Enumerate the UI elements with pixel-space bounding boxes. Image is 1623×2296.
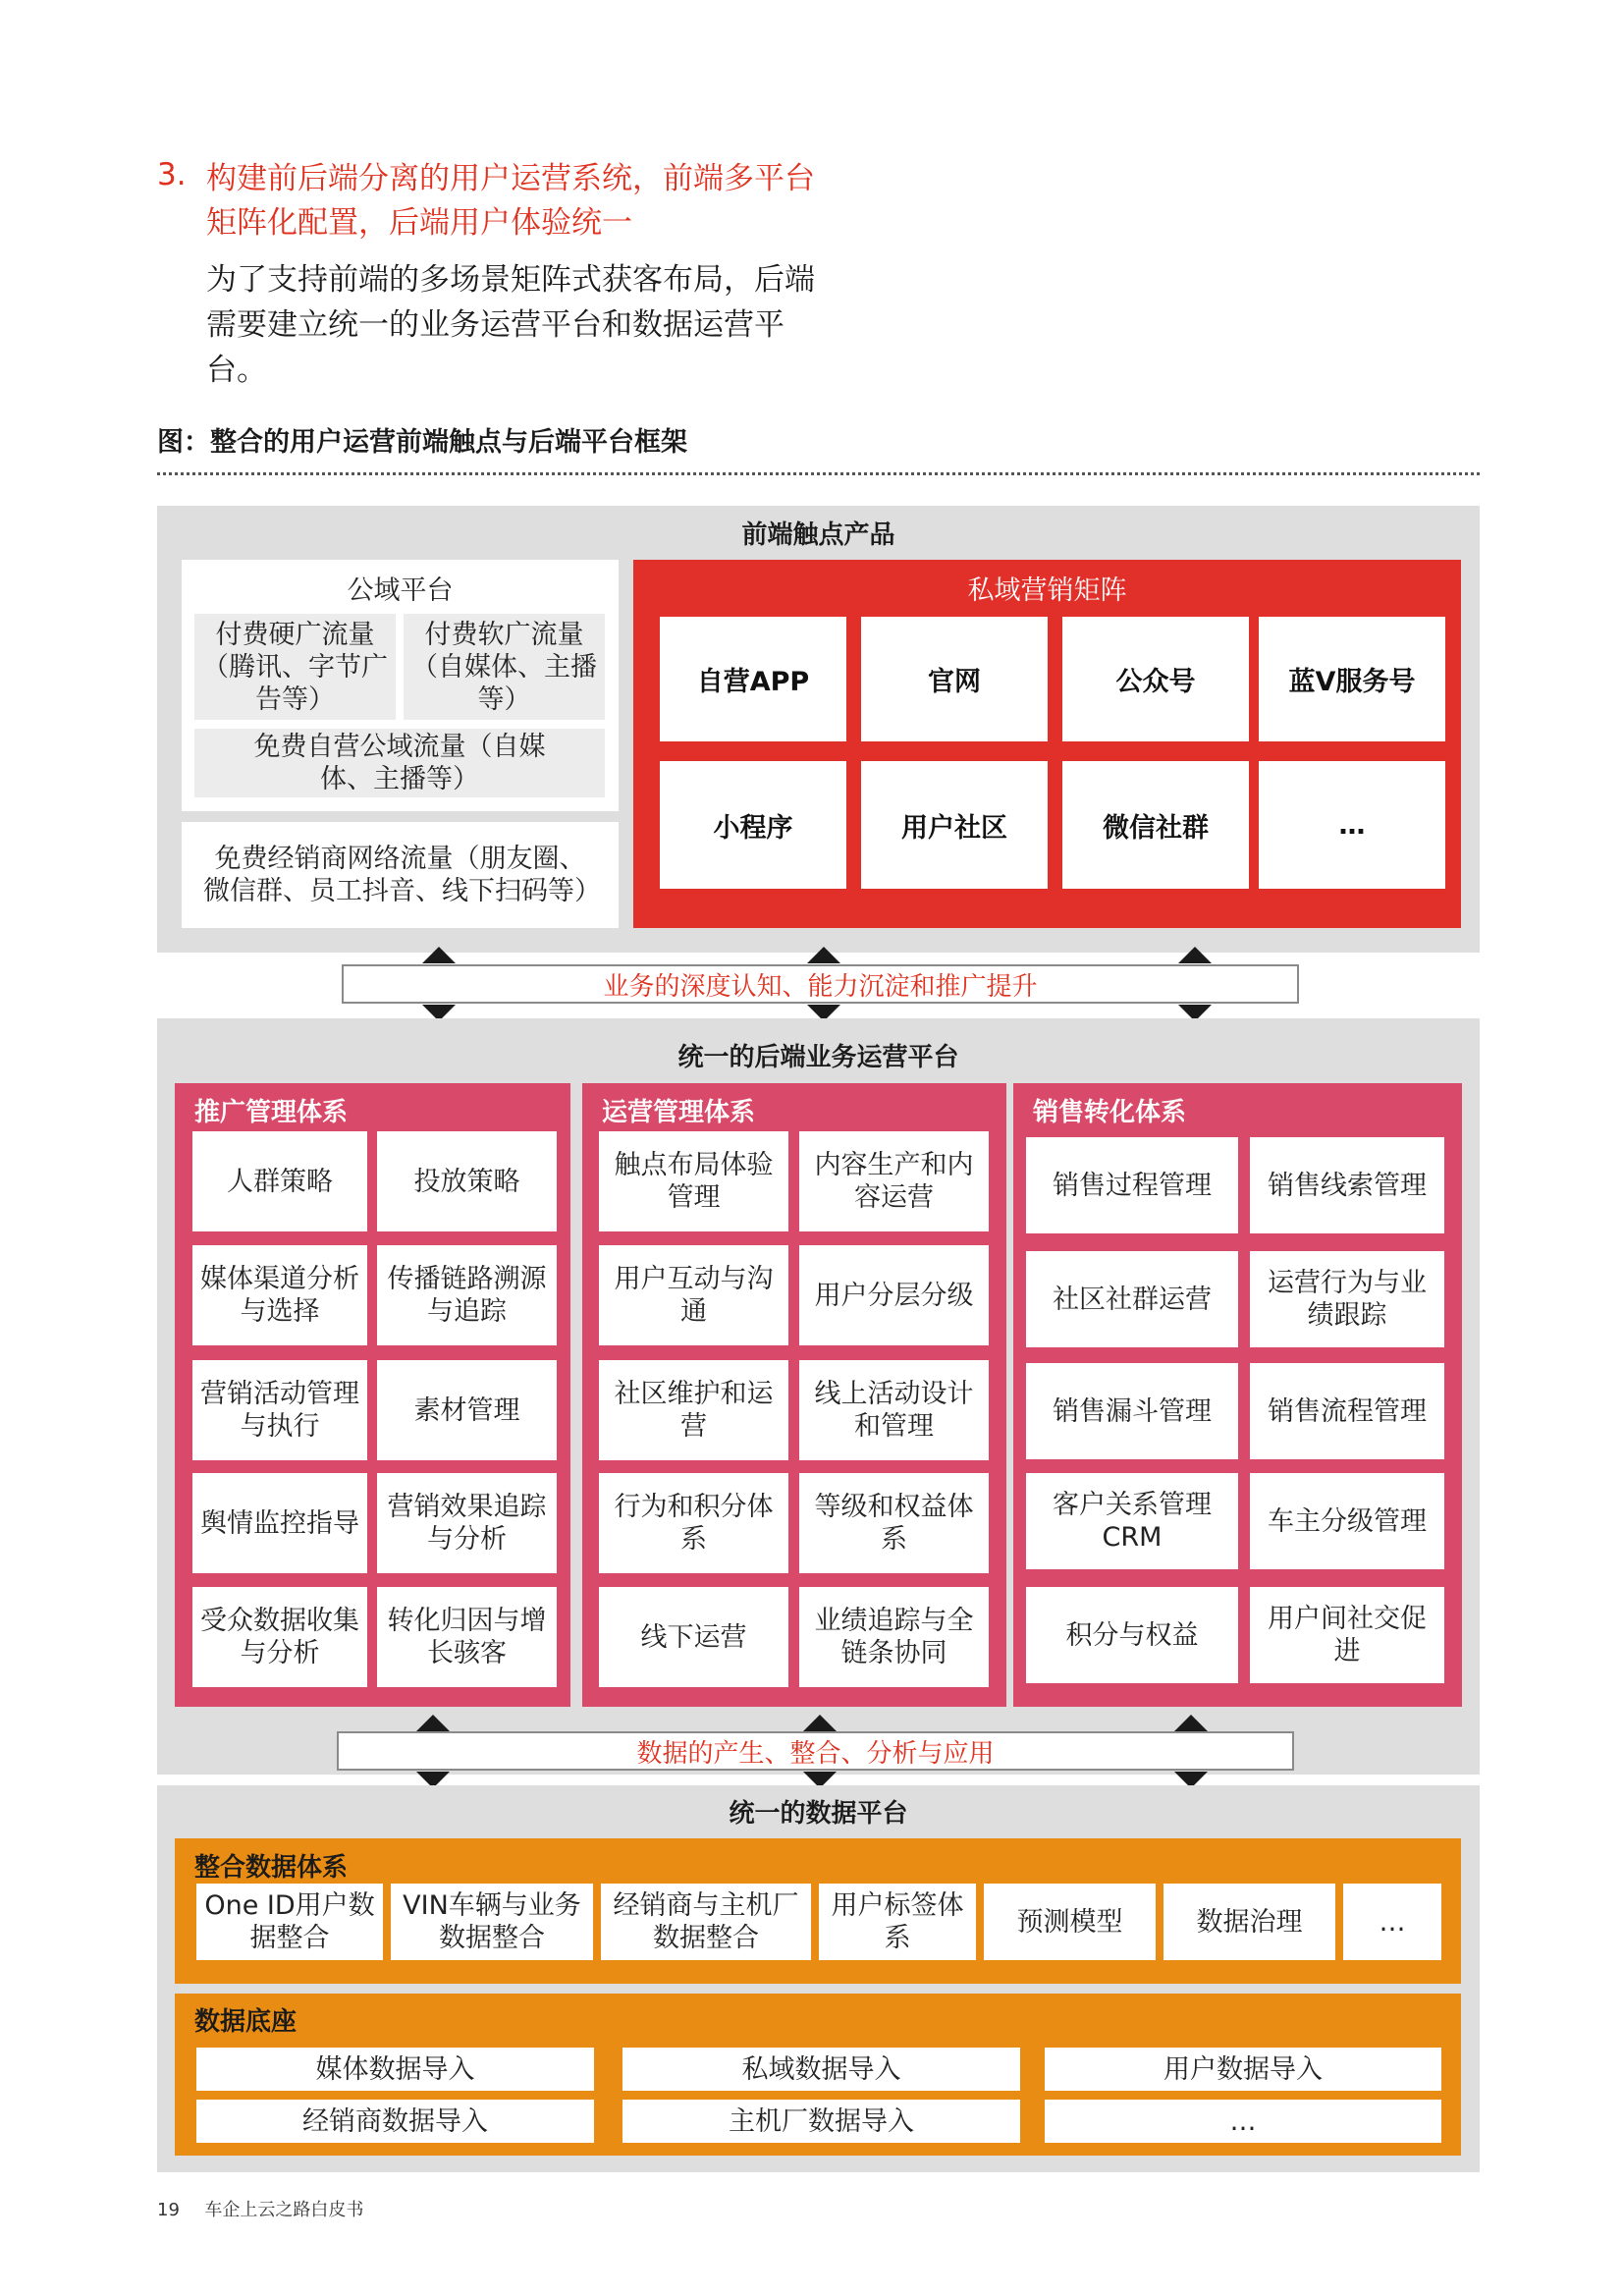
integration-item: 经销商与主机厂数据整合 (601, 1884, 811, 1960)
front-panel-title: 前端触点产品 (741, 519, 895, 550)
data-base-item: 经销商数据导入 (196, 2100, 594, 2143)
sales-item: 运营行为与业绩跟踪 (1250, 1251, 1444, 1347)
promotion-system-title: 推广管理体系 (194, 1098, 349, 1127)
data-base-item: 私域数据导入 (622, 2048, 1020, 2091)
arrow-up-icon (416, 1715, 450, 1731)
document-title: 车企上云之路白皮书 (204, 2200, 364, 2220)
integration-item: VIN车辆与业务数据整合 (391, 1884, 593, 1960)
promotion-item: 营销效果追踪与分析 (377, 1473, 557, 1573)
arrow-up-icon (1178, 947, 1212, 963)
sales-item: 销售线索管理 (1250, 1137, 1444, 1233)
operation-item: 内容生产和内容运营 (799, 1131, 989, 1231)
sales-item: 社区社群运营 (1026, 1251, 1238, 1347)
data-base-item: 用户数据导入 (1045, 2048, 1441, 2091)
data-base-item: 媒体数据导入 (196, 2048, 594, 2091)
promotion-item: 素材管理 (377, 1360, 557, 1460)
section-number: 3. (157, 157, 187, 192)
promotion-item: 受众数据收集与分析 (192, 1587, 367, 1687)
promotion-item: 投放策略 (377, 1131, 557, 1231)
operation-item: 触点布局体验管理 (599, 1131, 788, 1231)
promotion-item: 营销活动管理与执行 (192, 1360, 367, 1460)
private-domain-title: 私域营销矩阵 (967, 574, 1127, 606)
private-item-more: … (1259, 761, 1445, 889)
operation-item: 用户互动与沟通 (599, 1245, 788, 1345)
paid-soft-ad-traffic: 付费软广流量（自媒体、主播等） (404, 614, 605, 720)
promotion-item: 舆情监控指导 (192, 1473, 367, 1573)
sales-item: 车主分级管理 (1250, 1473, 1444, 1569)
sales-item: 客户关系管理CRM (1026, 1473, 1238, 1569)
private-item-official-account: 公众号 (1062, 617, 1249, 741)
arrow-up-icon (803, 1715, 837, 1731)
private-item-user-community: 用户社区 (861, 761, 1048, 889)
sales-item: 用户间社交促进 (1250, 1587, 1444, 1683)
free-own-public-traffic: 免费自营公域流量（自媒体、主播等） (194, 729, 605, 797)
capability-bar: 业务的深度认知、能力沉淀和推广提升 (342, 964, 1299, 1004)
sales-item: 积分与权益 (1026, 1587, 1238, 1683)
dealer-network-traffic: 免费经销商网络流量（朋友圈、微信群、员工抖音、线下扫码等） (182, 822, 619, 928)
data-base-item: 主机厂数据导入 (622, 2100, 1020, 2143)
private-item-app: 自营APP (660, 617, 846, 741)
promotion-item: 媒体渠道分析与选择 (192, 1245, 367, 1345)
figure-caption: 图：整合的用户运营前端触点与后端平台框架 (157, 427, 687, 458)
arrow-up-icon (807, 947, 840, 963)
sales-system-title: 销售转化体系 (1033, 1098, 1187, 1127)
operation-item: 社区维护和运营 (599, 1360, 788, 1460)
page-number: 19 (157, 2200, 180, 2220)
integration-item: 数据治理 (1163, 1884, 1335, 1960)
section-title: 构建前后端分离的用户运营系统，前端多平台矩阵化配置，后端用户体验统一 (206, 161, 815, 241)
sales-item: 销售漏斗管理 (1026, 1363, 1238, 1459)
integration-item: … (1343, 1884, 1441, 1960)
public-domain-title: 公域平台 (347, 574, 454, 606)
promotion-item: 人群策略 (192, 1131, 367, 1231)
private-item-wechat-group: 微信社群 (1062, 761, 1249, 889)
integration-system-title: 整合数据体系 (194, 1853, 349, 1883)
data-base-item: … (1045, 2100, 1441, 2143)
arrow-up-icon (422, 947, 456, 963)
integration-item: One ID用户数据整合 (196, 1884, 383, 1960)
page-footer (157, 2196, 363, 2221)
integration-item: 用户标签体系 (819, 1884, 976, 1960)
private-item-miniprogram: 小程序 (660, 761, 846, 889)
operation-item: 线下运营 (599, 1587, 788, 1687)
integration-item: 预测模型 (984, 1884, 1156, 1960)
operation-item: 线上活动设计和管理 (799, 1360, 989, 1460)
data-flow-bar: 数据的产生、整合、分析与应用 (337, 1731, 1294, 1771)
dotted-divider (157, 472, 1480, 475)
data-platform-title: 统一的数据平台 (729, 1798, 908, 1829)
sales-item: 销售流程管理 (1250, 1363, 1444, 1459)
backend-panel-title: 统一的后端业务运营平台 (677, 1042, 959, 1072)
operation-item: 行为和积分体系 (599, 1473, 788, 1573)
private-item-bluev-service: 蓝V服务号 (1259, 617, 1445, 741)
promotion-item: 传播链路溯源与追踪 (377, 1245, 557, 1345)
sales-item: 销售过程管理 (1026, 1137, 1238, 1233)
operation-system-title: 运营管理体系 (602, 1098, 756, 1127)
intro-paragraph: 为了支持前端的多场景矩阵式获客布局，后端需要建立统一的业务运营平台和数据运营平台。 (206, 262, 815, 388)
operation-item: 用户分层分级 (799, 1245, 989, 1345)
operation-item: 业绩追踪与全链条协同 (799, 1587, 989, 1687)
arrow-up-icon (1174, 1715, 1208, 1731)
operation-item: 等级和权益体系 (799, 1473, 989, 1573)
promotion-item: 转化归因与增长骇客 (377, 1587, 557, 1687)
data-base-title: 数据底座 (194, 2007, 298, 2037)
paid-hard-ad-traffic: 付费硬广流量（腾讯、字节广告等） (194, 614, 396, 720)
private-item-website: 官网 (861, 617, 1048, 741)
